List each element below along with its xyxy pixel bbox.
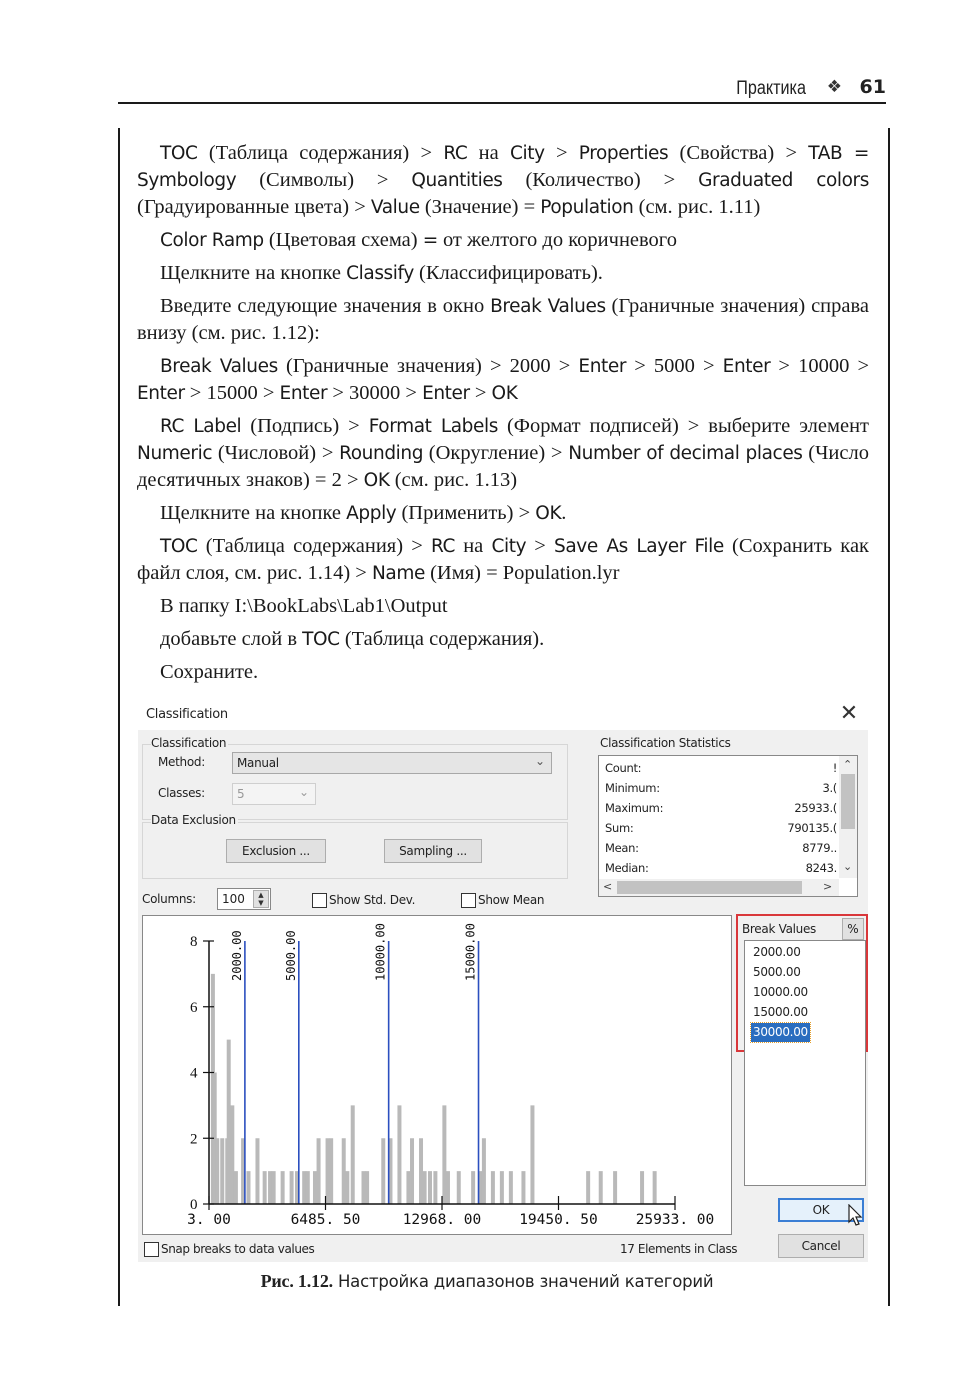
text-run: (Свойства) > [668, 142, 809, 164]
text-run: (Цветовая схема) [263, 229, 423, 251]
text-run: (Таблица содержания) > [197, 535, 431, 557]
show-std-dev-label: Show Std. Dev. [329, 893, 416, 907]
text-run: > [544, 142, 579, 164]
histogram-bar [302, 1171, 306, 1204]
x-tick-label: 19450. 50 [519, 1212, 598, 1228]
ui-term: Enter [578, 356, 627, 377]
classes-dropdown[interactable] [232, 783, 316, 805]
stats-row [605, 781, 837, 801]
ui-term: Color Ramp [160, 230, 264, 251]
ui-term: TAB = [808, 143, 870, 164]
ui-term: Rounding [339, 443, 424, 464]
method-dropdown[interactable] [232, 752, 552, 774]
ui-term: Classify [346, 263, 414, 284]
ui-term: Break Values [160, 356, 278, 377]
histogram-bar [365, 1171, 369, 1204]
scroll-thumb[interactable] [841, 774, 855, 829]
data-exclusion-group [142, 822, 568, 879]
stats-key: Median: [605, 861, 649, 875]
break-value-item[interactable]: 15000.00 [753, 1005, 808, 1019]
columns-label: Columns: [142, 892, 196, 906]
ui-term: Break Values [490, 296, 606, 317]
statistics-label: Classification Statistics [600, 736, 731, 750]
stats-key: Maximum: [605, 801, 664, 815]
vertical-scrollbar[interactable] [839, 756, 857, 878]
cancel-button[interactable]: Cancel [778, 1234, 864, 1258]
paragraph [137, 500, 869, 527]
chevron-left-icon[interactable]: < [603, 880, 613, 893]
ui-term: Value [370, 197, 420, 218]
histogram-bar [482, 1138, 486, 1204]
text-run: (см. рис. 1.11) [633, 196, 761, 218]
exclusion-button[interactable]: Exclusion ... [226, 839, 326, 863]
histogram-bar [446, 1171, 450, 1204]
figure-caption [0, 1271, 974, 1292]
histogram-plot [143, 916, 731, 1234]
break-line-label: 10000.00 [373, 923, 388, 981]
chevron-down-icon: ⌄ [298, 785, 309, 799]
histogram-bar [246, 1171, 250, 1204]
ok-button[interactable]: OK [778, 1198, 864, 1222]
ui-term: OK [535, 503, 562, 524]
histogram-bar [410, 1138, 414, 1204]
histogram-bar [640, 1171, 644, 1204]
histogram-bar [351, 1105, 355, 1204]
elements-in-class: 17 Elements in Class [620, 1242, 738, 1256]
histogram-bar [599, 1171, 603, 1204]
text-run: > [526, 535, 555, 557]
break-values-header: Break Values [742, 922, 817, 936]
figure-number: Рис. 1.12. [260, 1271, 333, 1291]
ui-term: = [422, 230, 438, 251]
text-run: . [561, 502, 567, 524]
histogram-bar [227, 1040, 231, 1204]
body-text [137, 140, 869, 692]
histogram-bar [362, 1171, 366, 1204]
close-icon[interactable]: ✕ [839, 701, 859, 726]
text-run: > 10000 > [770, 355, 870, 377]
histogram-bar [234, 1171, 238, 1204]
text-run: (Таблица содержания) > [197, 142, 444, 164]
stats-value: 790135.( [787, 821, 837, 835]
text-run: Щелкните на кнопке [160, 502, 347, 524]
break-line-label: 5000.00 [283, 930, 298, 981]
histogram-bar [215, 1138, 219, 1204]
text-run: (Граничные значения) справа внизу (см. рис. 1.12): [137, 295, 869, 344]
classification-group-label: Classification [151, 736, 227, 750]
histogram-bar [457, 1171, 461, 1204]
histogram-bar [491, 1171, 495, 1204]
ui-term: Symbology [137, 170, 237, 191]
chevron-right-icon[interactable]: > [823, 880, 833, 893]
histogram-bar [345, 1171, 349, 1204]
ui-term: TOC [160, 143, 198, 164]
ui-term: Number of decimal places [568, 443, 803, 464]
stats-row [605, 801, 837, 821]
histogram-bar [326, 1138, 330, 1204]
ui-term: Numeric [137, 443, 213, 464]
text-run: (Таблица содержания). [339, 628, 545, 650]
paragraph [137, 227, 869, 254]
histogram-bar [471, 1171, 475, 1204]
histogram-bar [313, 1171, 317, 1204]
y-tick-label: 0 [190, 1197, 198, 1213]
dialog-titlebar [138, 700, 868, 730]
break-value-item-selected[interactable]: 30000.00 [751, 1023, 810, 1042]
paragraph [137, 533, 869, 587]
chevron-up-icon[interactable]: ⌃ [843, 758, 853, 771]
text-run: (Сохранить как файл слоя, см. рис. 1.14) > [137, 535, 869, 584]
y-tick-label: 2 [190, 1131, 198, 1148]
stats-key: Mean: [605, 841, 639, 855]
text-run: В папку I:\BookLabs\Lab1\Output [160, 595, 448, 617]
chevron-down-icon[interactable]: ⌄ [843, 860, 853, 873]
section-title: Практика [736, 78, 806, 99]
show-mean-checkbox[interactable] [461, 893, 476, 908]
method-value: Manual [237, 756, 279, 770]
histogram-bar [381, 1138, 385, 1204]
text-run: (Количество) > [502, 169, 699, 191]
histogram-bar [397, 1105, 401, 1204]
mouse-cursor-icon [848, 1204, 864, 1228]
histogram-bar [263, 1171, 267, 1204]
histogram-bar [306, 1171, 310, 1204]
text-run: > [469, 382, 492, 404]
text-run: (Подпись) > [241, 415, 369, 437]
histogram-bar [530, 1105, 534, 1204]
histogram-bar [268, 1171, 272, 1204]
ui-term: Graduated colors [698, 170, 869, 191]
stats-row [605, 821, 837, 841]
ui-term: Properties [578, 143, 669, 164]
text-run: > 30000 > [327, 382, 423, 404]
y-tick-label: 4 [190, 1065, 198, 1082]
histogram-bar [419, 1138, 423, 1204]
break-value-item[interactable]: 5000.00 [753, 965, 801, 979]
stats-value: 8779.. [802, 841, 837, 855]
text-run: (Классифицировать). [413, 262, 603, 284]
paragraph [137, 293, 869, 347]
ui-term: Enter [422, 383, 470, 404]
stats-value: 3.( [822, 781, 837, 795]
histogram-bar [255, 1138, 259, 1204]
text-run: от желтого до коричневого [437, 229, 677, 251]
ui-term: City [510, 143, 545, 164]
text-run: (Градуированные цвета) > [137, 196, 371, 218]
figure-caption-text: Настройка диапазонов значений категорий [332, 1272, 714, 1291]
stats-key: Count: [605, 761, 642, 775]
stats-value: 8243. [805, 861, 837, 875]
ui-term: RC [443, 143, 468, 164]
ornament-icon: ❖ [826, 77, 842, 97]
classes-value: 5 [237, 787, 245, 801]
histogram-bar [521, 1171, 525, 1204]
histogram-bar [500, 1171, 504, 1204]
text-run: > 15000 > [184, 382, 280, 404]
page-number: 61 [859, 76, 886, 98]
paragraph [137, 413, 869, 494]
stats-row [605, 861, 837, 881]
stats-value: 25933.( [794, 801, 837, 815]
break-value-item[interactable]: 2000.00 [753, 945, 801, 959]
text-run: (Формат подписей) > выберите элемент [498, 415, 869, 437]
text-run: (Числовой) > [212, 442, 340, 464]
histogram-bar [586, 1171, 590, 1204]
ui-term: OK [491, 383, 518, 404]
ui-term: OK [363, 470, 390, 491]
histogram-bar [653, 1171, 657, 1204]
text-run: на [467, 142, 511, 164]
ui-term: Apply [346, 503, 397, 524]
histogram-bar [342, 1138, 346, 1204]
classification-dialog [138, 700, 868, 1262]
histogram-bar [423, 1171, 427, 1204]
text-run: Щелкните на кнопке [160, 262, 347, 284]
x-tick-label: 3. 00 [187, 1212, 231, 1228]
text-run: Сохраните. [160, 661, 259, 683]
paragraph [137, 659, 869, 686]
text-run: (Число десятичных знаков) = 2 > [137, 442, 869, 491]
ui-term: TOC [160, 536, 198, 557]
columns-value: 100 [222, 892, 245, 906]
columns-stepper[interactable] [217, 888, 271, 910]
text-run: (Имя) = Population.lyr [424, 562, 620, 584]
histogram-bar [406, 1171, 410, 1204]
histogram-bar [317, 1138, 321, 1204]
histogram-bar [509, 1171, 513, 1204]
data-exclusion-label: Data Exclusion [151, 813, 236, 827]
histogram-bar [290, 1171, 294, 1204]
show-std-dev-checkbox[interactable] [312, 893, 327, 908]
text-run: (Символы) > [236, 169, 412, 191]
ui-term: Format Labels [368, 416, 498, 437]
paragraph [137, 353, 869, 407]
scroll-thumb[interactable] [617, 881, 802, 894]
text-run: добавьте слой в [160, 628, 303, 650]
paragraph [137, 140, 869, 221]
x-tick-label: 12968. 00 [402, 1212, 482, 1228]
y-tick-label: 6 [190, 999, 198, 1016]
sampling-button[interactable]: Sampling ... [384, 839, 482, 863]
y-tick-label: 8 [190, 934, 198, 950]
x-tick-label: 6485. 50 [290, 1212, 361, 1228]
ui-term: Population [540, 197, 634, 218]
text-run: (Округление) > [423, 442, 569, 464]
break-line-label: 15000.00 [463, 923, 478, 981]
ui-term: Enter [722, 356, 771, 377]
paragraph [137, 626, 869, 653]
classes-label: Classes: [158, 786, 205, 800]
stats-key: Minimum: [605, 781, 660, 795]
histogram-bar [433, 1171, 437, 1204]
spin-arrows-icon[interactable]: ▲ ▼ [253, 890, 269, 908]
ui-term: RC Label [160, 416, 242, 437]
break-value-item[interactable]: 10000.00 [753, 985, 808, 999]
method-label: Method: [158, 755, 205, 769]
break-line-label: 2000.00 [229, 930, 244, 981]
histogram-bar [281, 1171, 285, 1204]
snap-breaks-label: Snap breaks to data values [161, 1242, 315, 1256]
histogram-bar [428, 1171, 432, 1204]
histogram-bar [230, 1105, 234, 1204]
text-run: (Граничные значения) > 2000 > [277, 355, 579, 377]
ui-term: Save As Layer File [554, 536, 724, 557]
chevron-down-icon: ⌄ [534, 754, 545, 768]
histogram-bar [442, 1105, 446, 1204]
paragraph [137, 260, 869, 287]
ui-term: Enter [279, 383, 328, 404]
ui-term: Quantities [411, 170, 503, 191]
ui-term: Enter [137, 383, 185, 404]
dialog-title: Classification [146, 707, 228, 722]
percent-button[interactable]: % [842, 918, 864, 940]
break-values-list[interactable] [744, 940, 866, 1186]
ui-term: City [491, 536, 527, 557]
x-tick-label: 25933. 00 [635, 1212, 715, 1228]
stats-row [605, 761, 837, 781]
text-run: Введите следующие значения в окно [160, 295, 491, 317]
stats-key: Sum: [605, 821, 634, 835]
text-run: (Применить) > [396, 502, 536, 524]
show-mean-label: Show Mean [478, 893, 545, 907]
histogram-bar [329, 1138, 333, 1204]
histogram-bar [272, 1171, 276, 1204]
text-run: (Значение) = [419, 196, 541, 218]
stats-row [605, 841, 837, 861]
ui-term: Name [371, 563, 425, 584]
horizontal-scrollbar[interactable] [599, 879, 839, 896]
text-run: > 5000 > [626, 355, 723, 377]
text-run: на [455, 535, 492, 557]
text-run: (см. рис. 1.13) [389, 469, 518, 491]
statistics-list[interactable] [598, 755, 858, 897]
ui-term: RC [430, 536, 456, 557]
paragraph [137, 593, 869, 620]
stats-value: ! [832, 761, 837, 775]
histogram-bar [613, 1171, 617, 1204]
ui-term: TOC [302, 629, 340, 650]
running-header [118, 76, 886, 104]
snap-breaks-checkbox[interactable] [144, 1242, 159, 1257]
histogram-bar [220, 1138, 224, 1204]
histogram-chart[interactable] [142, 915, 732, 1235]
